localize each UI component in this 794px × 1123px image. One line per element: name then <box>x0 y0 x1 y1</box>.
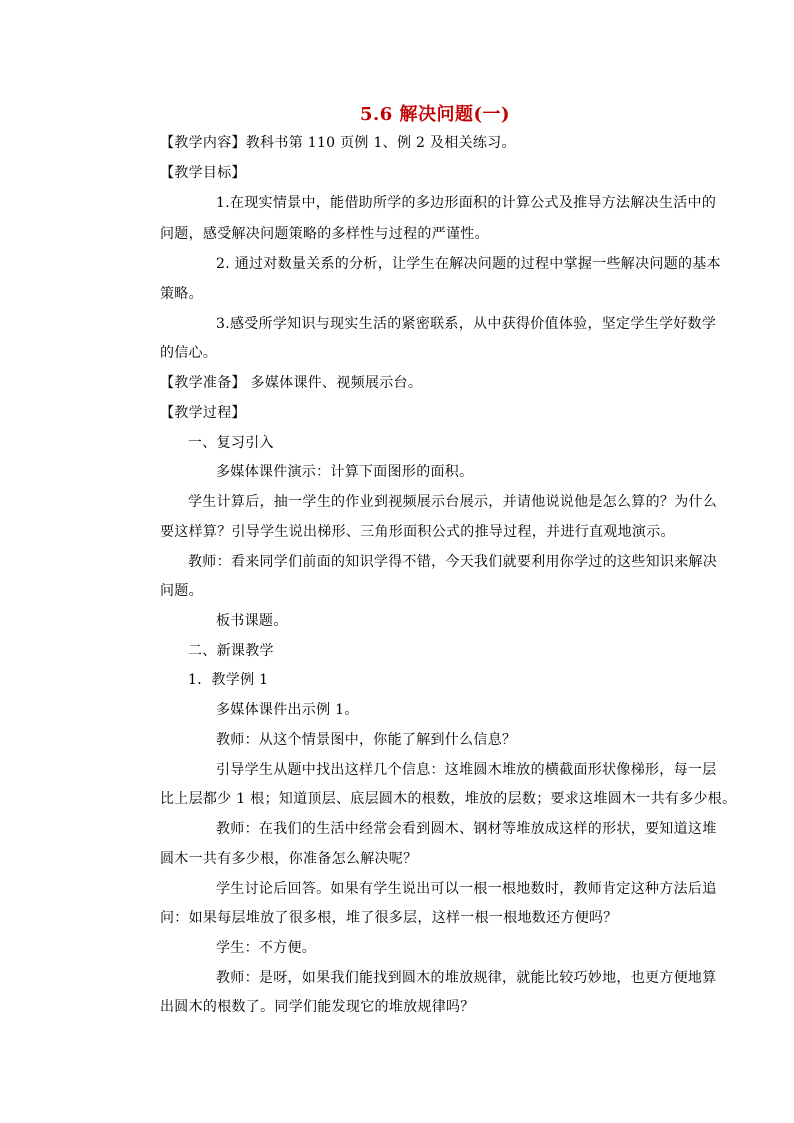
goal-1-continuation: 问题，感受解决问题策略的多样性与过程的严谨性。 <box>160 226 489 242</box>
review-para-continuation: 要这样算？引导学生说出梯形、三角形面积公式的推导过程，并进行直观地演示。 <box>160 524 675 540</box>
goal-3-continuation: 的信心。 <box>160 345 218 361</box>
teacher-line-3-continuation: 出圆木的根数了。同学们能发现它的堆放规律吗？ <box>160 999 475 1015</box>
teacher-line-2-continuation: 圆木一共有多少根，你准备怎么解决呢？ <box>160 851 418 867</box>
page-title: 5.6 解决问题(一) <box>359 104 511 125</box>
teacher-line-1: 教师：看来同学们前面的知识学得不错，今天我们就要利用你学过的这些知识来解决 <box>188 554 718 570</box>
discussion-line: 学生讨论后回答。如果有学生说出可以一根一根地数时，教师肯定这种方法后追 <box>216 881 717 897</box>
section-review-heading: 一、复习引入 <box>188 435 274 451</box>
guide-continuation: 比上层都少 1 根；知道顶层、底层圆木的根数，堆放的层数；要求这堆圆木一共有多少根。 <box>160 791 737 807</box>
teacher-question-line: 教师：从这个情景图中，你能了解到什么信息？ <box>216 732 517 748</box>
student-answer-line: 学生：不方便。 <box>216 940 317 956</box>
teaching-prep-line: 【教学准备】 多媒体课件、视频展示台。 <box>160 375 423 391</box>
section-new-lesson-heading: 二、新课教学 <box>188 643 274 659</box>
teacher-line-2: 教师：在我们的生活中经常会看到圆木、钢材等堆放成这样的形状，要知道这堆 <box>216 821 717 837</box>
review-para-line: 学生计算后，抽一学生的作业到视频展示台展示，并请他说说他是怎么算的？为什么 <box>188 494 718 510</box>
teaching-process-heading: 【教学过程】 <box>160 405 246 421</box>
teacher-line-1-continuation: 问题。 <box>160 583 203 599</box>
example-1-heading: 1．教学例 1 <box>188 672 269 688</box>
goal-2-continuation: 策略。 <box>160 286 203 302</box>
review-demo-line: 多媒体课件演示：计算下面图形的面积。 <box>216 464 474 480</box>
discussion-continuation: 问：如果每层堆放了很多根，堆了很多层，这样一根一根地数还方便吗？ <box>160 910 618 926</box>
teaching-goals-heading: 【教学目标】 <box>160 165 246 181</box>
goal-3-line: 3.感受所学知识与现实生活的紧密联系，从中获得价值体验，坚定学生学好数学 <box>216 316 717 332</box>
goal-2-line: 2. 通过对数量关系的分析，让学生在解决问题的过程中掌握一些解决问题的基本 <box>216 256 721 272</box>
board-title-line: 板书课题。 <box>216 613 288 629</box>
example-1-show-line: 多媒体课件出示例 1。 <box>216 702 359 718</box>
teaching-content-line: 【教学内容】教科书第 110 页例 1、例 2 及相关练习。 <box>160 135 516 151</box>
goal-1-line: 1.在现实情景中，能借助所学的多边形面积的计算公式及推导方法解决生活中的 <box>216 195 717 211</box>
teacher-line-3: 教师：是呀，如果我们能找到圆木的堆放规律，就能比较巧妙地，也更方便地算 <box>216 970 717 986</box>
guide-line: 引导学生从题中找出这样几个信息：这堆圆木堆放的横截面形状像梯形，每一层 <box>216 762 717 778</box>
